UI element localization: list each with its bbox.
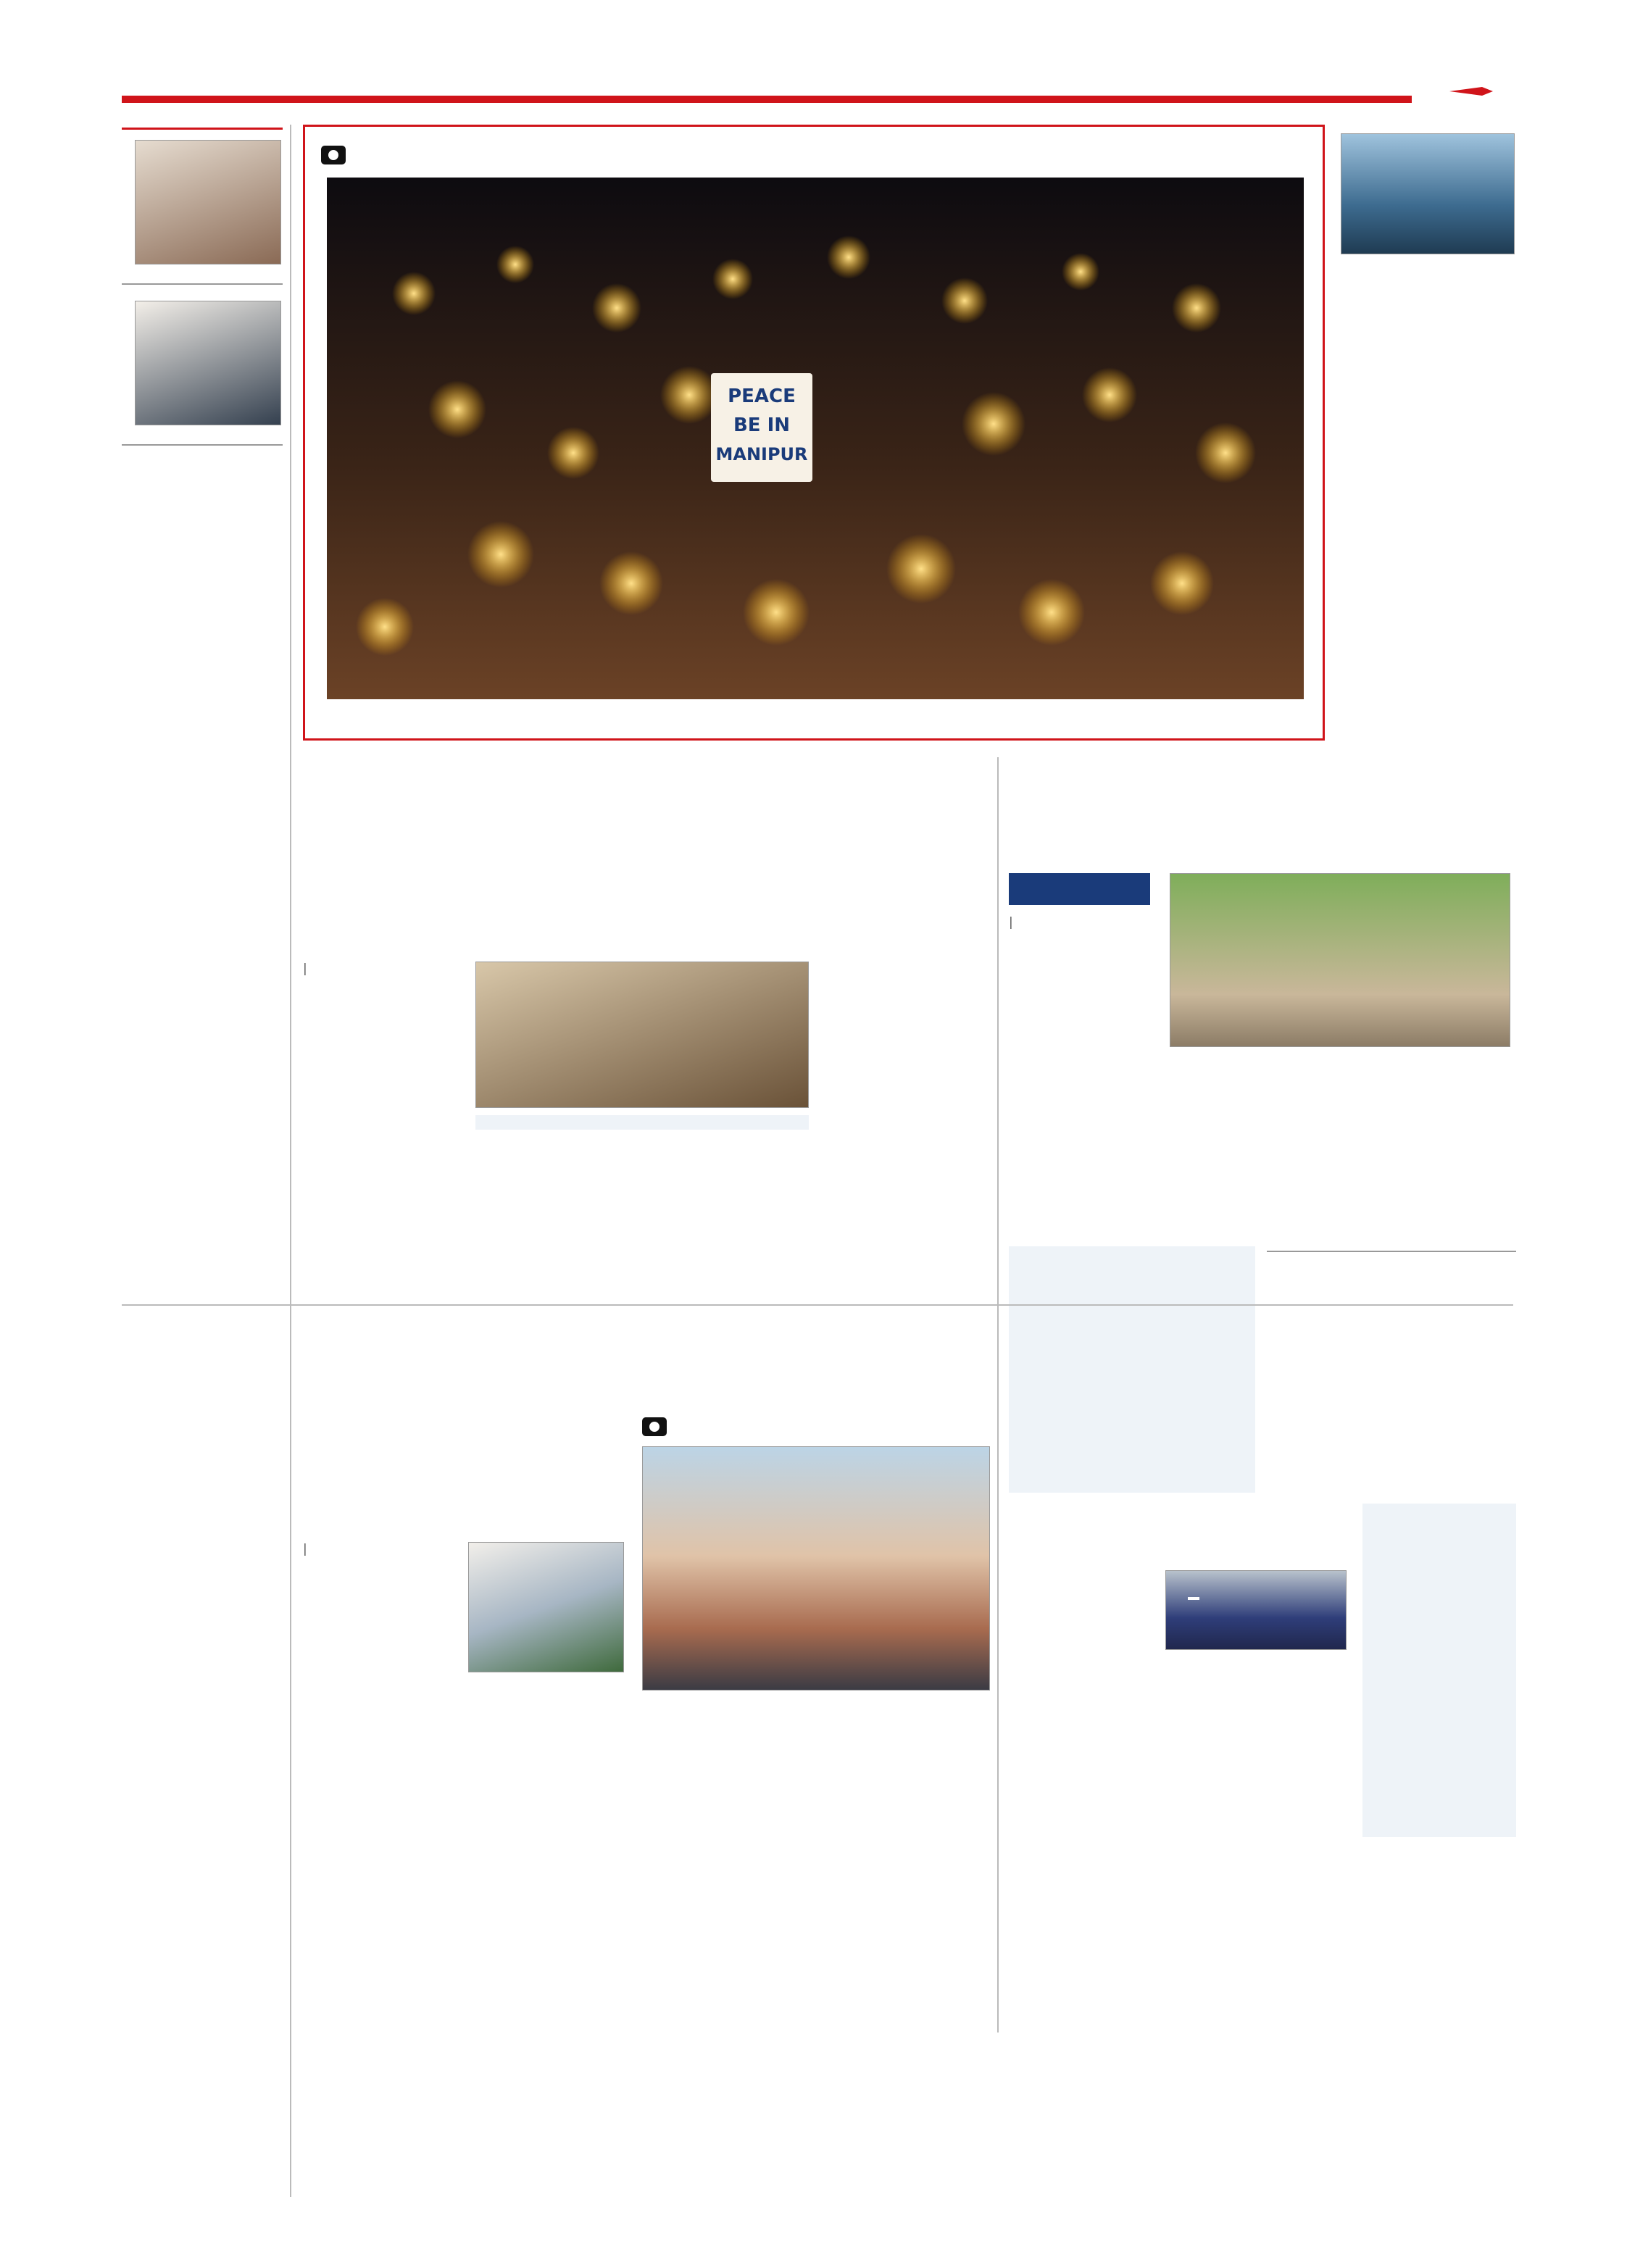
- museum-headline: [1267, 1246, 1516, 1252]
- svg-text:BE IN: BE IN: [733, 414, 791, 436]
- warship-photo: [1341, 133, 1515, 254]
- candle-vigil-photo: [327, 178, 1304, 699]
- svg-text:PEACE: PEACE: [728, 385, 796, 407]
- trains-story: [1009, 1504, 1357, 1837]
- left-column: [122, 125, 283, 2197]
- bottom-band-divider: [122, 1304, 1513, 1306]
- millets-story: [1009, 757, 1516, 1235]
- prayer-photo-box: [303, 125, 1325, 741]
- aditya-kicker-bar: [312, 2036, 891, 2068]
- millets-photo: [1170, 873, 1510, 1047]
- modi-byline: |: [303, 962, 307, 976]
- column-divider: [997, 757, 999, 2033]
- navy-story: [1341, 125, 1515, 762]
- ganpati-photo: [642, 1446, 990, 1690]
- camera-icon: [321, 146, 346, 164]
- section-label: [122, 125, 283, 130]
- africa-box: [475, 1115, 809, 1130]
- column-divider: [290, 125, 291, 2197]
- jindal-headline: [122, 283, 283, 292]
- ganpati-box: [642, 1413, 990, 2029]
- sonia-photo: [135, 140, 281, 264]
- hungry-box: [819, 962, 984, 966]
- ganpati-kicker: [642, 1413, 990, 1439]
- museum-story: [1267, 1246, 1516, 1493]
- train-sign: [1188, 1597, 1199, 1600]
- modi-col1: [303, 962, 466, 979]
- millets-col1: [1009, 915, 1161, 933]
- jindal-photo: [135, 301, 281, 425]
- modi-center: [475, 962, 809, 1130]
- train-photo: [1165, 1570, 1347, 1650]
- camera-icon: [642, 1417, 667, 1436]
- prayer-kicker: [321, 140, 353, 167]
- rajouri-headline: [122, 444, 283, 453]
- svg-text:MANIPUR: MANIPUR: [715, 444, 808, 464]
- modi-interview-photo: [475, 962, 809, 1108]
- jaipur-house-box: [1009, 1246, 1255, 1493]
- g20-badge: [1009, 873, 1150, 905]
- pen-nib-icon: [1449, 86, 1493, 97]
- parliament-byline: |: [303, 1542, 307, 1556]
- masthead-rule: [122, 96, 1412, 103]
- parliament-story: [303, 1413, 629, 2029]
- kharge-photo: [468, 1542, 624, 1672]
- parliament-col1: [303, 1542, 459, 1559]
- dogs-box: [1362, 1504, 1516, 1837]
- millets-byline: |: [1009, 915, 1013, 930]
